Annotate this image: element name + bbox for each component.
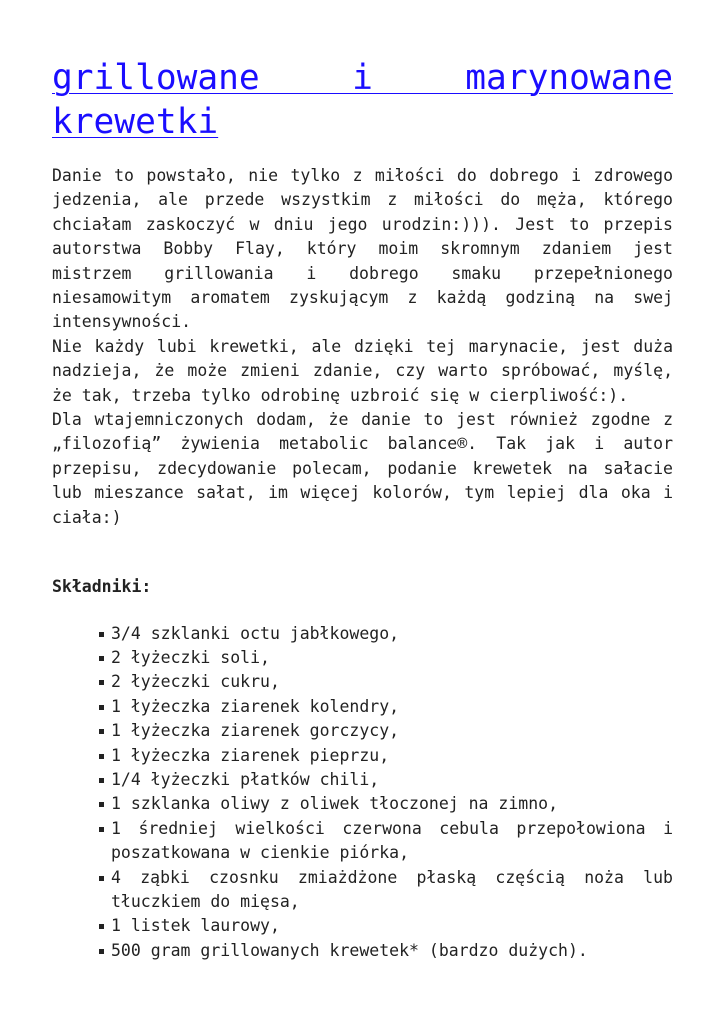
ingredient-text: 1 listek laurowy,: [111, 916, 280, 936]
bullet-icon: [99, 778, 104, 783]
ingredient-item: [99, 768, 673, 792]
ingredient-item: [99, 622, 673, 646]
ingredient-text: 1 łyżeczka ziarenek kolendry,: [111, 696, 400, 716]
ingredients-heading: Składniki:: [52, 577, 152, 597]
bullet-icon: [99, 754, 104, 759]
intro-paragraph-2: Nie każdy lubi krewetki, ale dzięki tej marynacie, jest duża nadzieja, że może zmieni zdanie, czy warto spróbować, myślę, że tak, trzeba tylko odrobinę uzbroić się w cierpliwość:).: [52, 336, 673, 405]
ingredient-text: 500 gram grillowanych krewetek* (bardzo dużych).: [111, 940, 588, 960]
ingredient-item: [99, 744, 673, 768]
bullet-icon: [99, 632, 104, 637]
ingredient-text: 2 łyżeczki cukru,: [111, 672, 280, 692]
ingredient-text: 3/4 szklanki octu jabłkowego,: [111, 623, 400, 643]
ingredient-text: 1 łyżeczka ziarenek gorczycy,: [111, 721, 400, 741]
ingredient-item: [99, 792, 673, 816]
bullet-icon: [99, 680, 104, 685]
bullet-icon: [99, 656, 104, 661]
intro-paragraph-3: Dla wtajemniczonych dodam, że danie to jest również zgodne z „filozofią” żywienia metabolic balance®. Tak jak i autor przepisu, zdecydowanie polecam, podanie krewetek na sałacie lub mieszance sałat, im więcej kolorów, tym lepiej dla oka i ciała:): [52, 410, 673, 527]
article: [52, 56, 673, 963]
ingredient-text: 1/4 łyżeczki płatków chili,: [111, 769, 380, 789]
bullet-icon: [99, 876, 104, 881]
bullet-icon: [99, 705, 104, 710]
ingredients-list: [52, 622, 673, 964]
intro-paragraph-1: Danie to powstało, nie tylko z miłości do dobrego i zdrowego jedzenia, ale przede wszystkim z miłości do męża, którego chciałam zaskoczyć w dniu jego urodzin:))). Jest to przepis autorstwa Bobby Flay, który moim skromnym zdaniem jest mistrzem grillowania i dobrego smaku przepełnionego niesamowitym aromatem zyskującym z każdą godziną na swej intensywności.: [52, 166, 673, 332]
bullet-icon: [99, 924, 104, 929]
bullet-icon: [99, 729, 104, 734]
bullet-icon: [99, 827, 104, 832]
ingredient-item: [99, 866, 673, 915]
ingredient-item: [99, 670, 673, 694]
ingredient-text: 1 szklanka oliwy z oliwek tłoczonej na zimno,: [111, 794, 559, 814]
ingredient-item: [99, 646, 673, 670]
bullet-icon: [99, 802, 104, 807]
article-intro: [52, 164, 673, 530]
ingredient-item: [99, 817, 673, 866]
title-link[interactable]: grillowane i marynowane krewetki: [52, 58, 673, 142]
page-title: [52, 56, 673, 144]
ingredient-text: 1 średniej wielkości czerwona cebula przepołowiona i poszatkowana w cienkie piórka,: [111, 818, 673, 863]
ingredient-text: 2 łyżeczki soli,: [111, 647, 270, 667]
bullet-icon: [99, 949, 104, 954]
ingredient-item: [99, 695, 673, 719]
ingredient-item: [99, 914, 673, 938]
ingredient-text: 4 ząbki czosnku zmiażdżone płaską częścią noża lub tłuczkiem do mięsa,: [111, 867, 673, 911]
ingredient-item: [99, 939, 673, 963]
ingredient-text: 1 łyżeczka ziarenek pieprzu,: [111, 745, 390, 765]
ingredient-item: [99, 719, 673, 743]
